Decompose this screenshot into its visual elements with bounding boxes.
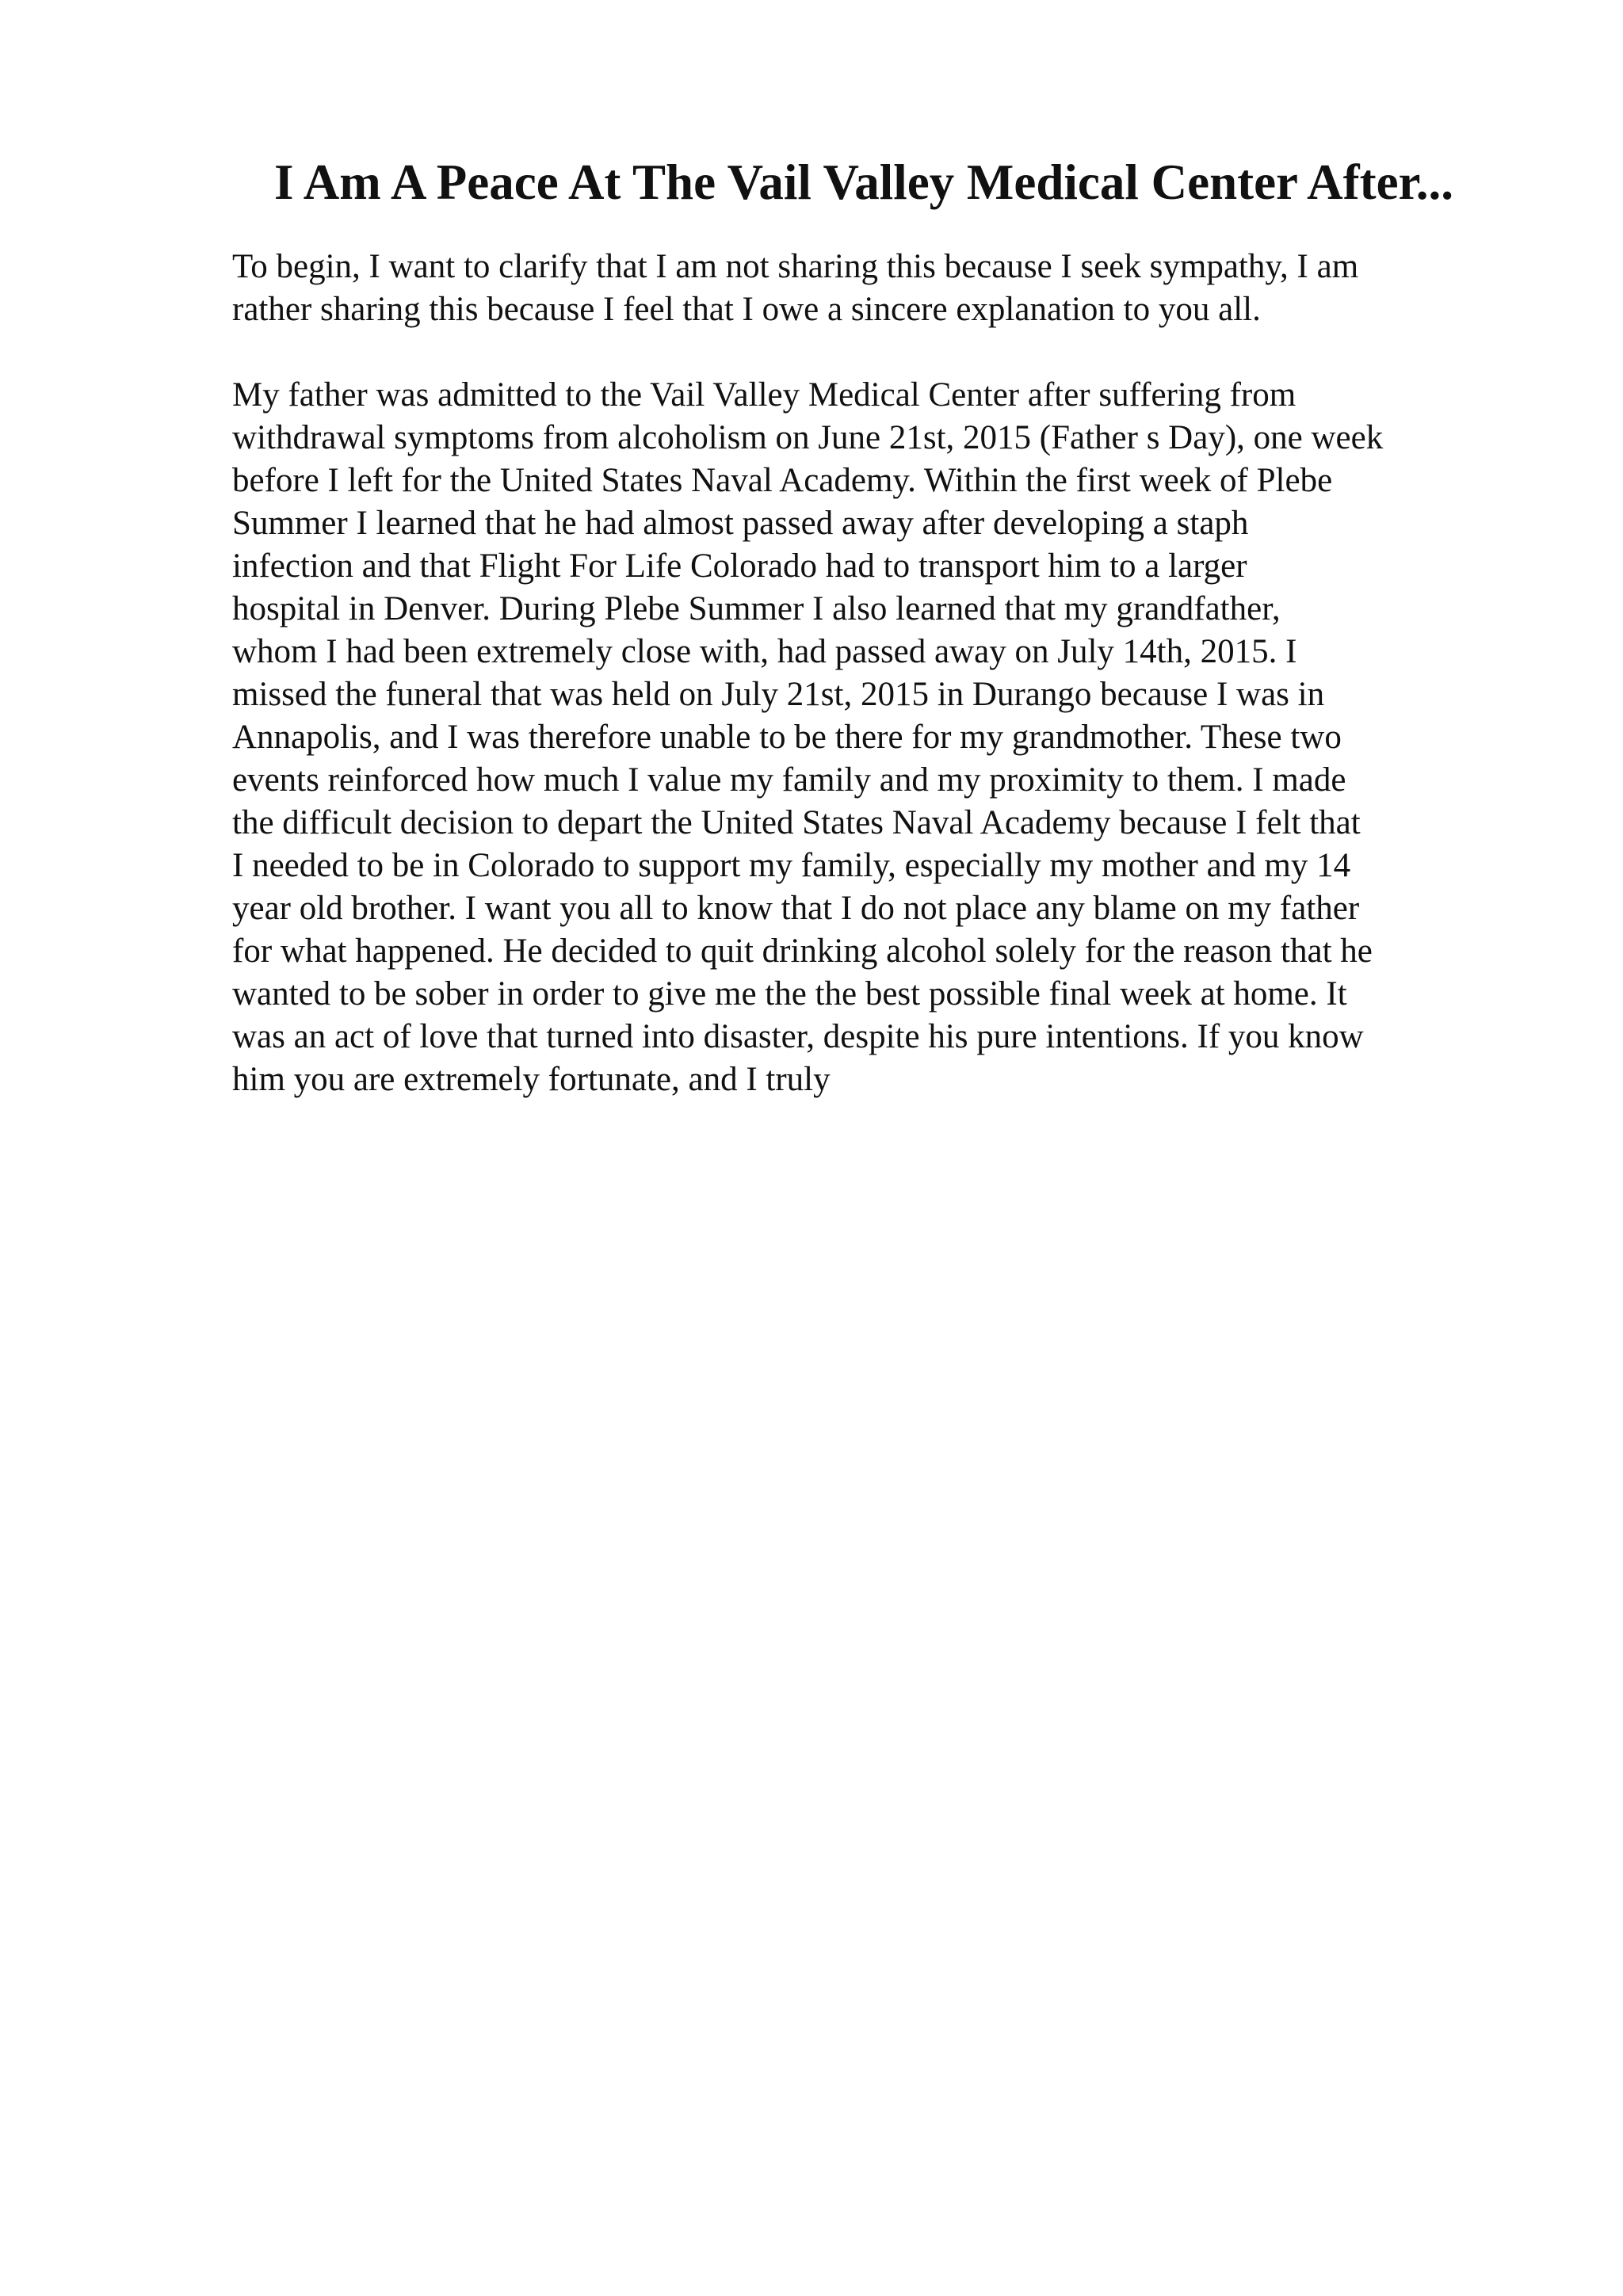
paragraph-line: year old brother. I want you all to know that I do not place any blame on my father <box>232 890 1360 927</box>
paragraph-line: was an act of love that turned into disaster, despite his pure intentions. If you know <box>232 1018 1364 1055</box>
paragraph-line: withdrawal symptoms from alcoholism on June 21st, 2015 (Father s Day), one week <box>232 419 1384 456</box>
paragraph-intro <box>232 246 1500 331</box>
paragraph-line: infection and that Flight For Life Colorado had to transport him to a larger <box>232 547 1247 585</box>
document-body <box>232 246 1500 1144</box>
paragraph-line: him you are extremely fortunate, and I truly <box>232 1061 831 1098</box>
paragraph-line: To begin, I want to clarify that I am not sharing this because I seek sympathy, I am <box>232 248 1359 285</box>
paragraph-story <box>232 374 1500 1101</box>
paragraph-line: Annapolis, and I was therefore unable to be there for my grandmother. These two <box>232 719 1342 756</box>
paragraph-line: events reinforced how much I value my family and my proximity to them. I made <box>232 761 1346 799</box>
paragraph-line: hospital in Denver. During Plebe Summer I also learned that my grandfather, <box>232 590 1281 627</box>
paragraph-line: Summer I learned that he had almost passed away after developing a staph <box>232 505 1249 542</box>
paragraph-line: the difficult decision to depart the United States Naval Academy because I felt that <box>232 804 1361 841</box>
paragraph-line: rather sharing this because I feel that I owe a sincere explanation to you all. <box>232 291 1261 328</box>
paragraph-line: before I left for the United States Naval Academy. Within the first week of Plebe <box>232 462 1333 499</box>
paragraph-line: My father was admitted to the Vail Valley Medical Center after suffering from <box>232 376 1296 414</box>
document-title: I Am A Peace At The Vail Valley Medical Center After... <box>273 154 1453 210</box>
paragraph-line: missed the funeral that was held on July 21st, 2015 in Durango because I was in <box>232 676 1325 713</box>
paragraph-line: whom I had been extremely close with, had passed away on July 14th, 2015. I <box>232 633 1297 670</box>
paragraph-line: I needed to be in Colorado to support my family, especially my mother and my 14 <box>232 847 1351 884</box>
paragraph-line: wanted to be sober in order to give me the the best possible final week at home. It <box>232 975 1347 1013</box>
paragraph-line: for what happened. He decided to quit drinking alcohol solely for the reason that he <box>232 933 1373 970</box>
